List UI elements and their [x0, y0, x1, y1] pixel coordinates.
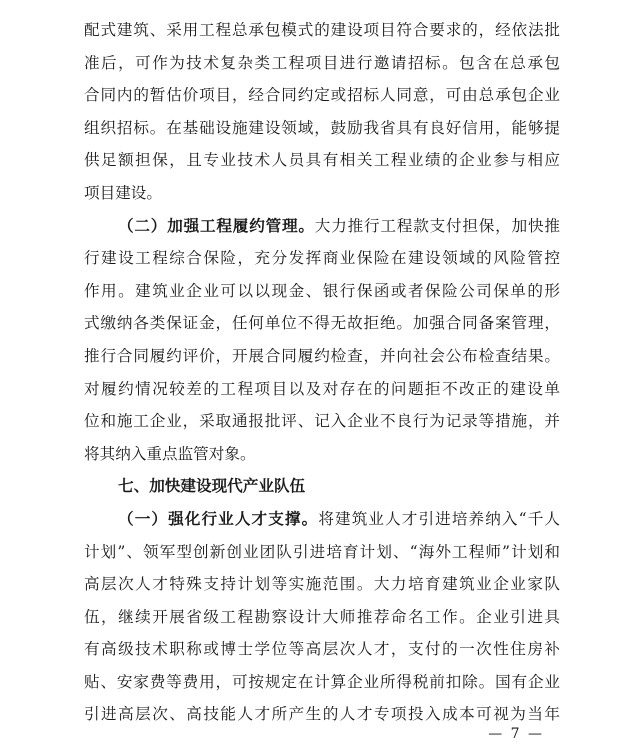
text-line: 位和施工企业，采取通报批评、记入企业不良行为记录等措施，并	[84, 412, 560, 431]
text-line: 高层次人才特殊支持计划等实施范围。大力培育建筑业企业家队	[84, 575, 560, 594]
text-line: 式缴纳各类保证金，任何单位不得无故拒绝。加强合同备案管理，	[84, 314, 560, 333]
text-line: 供足额担保，且专业技术人员具有相关工程业绩的企业参与相应	[84, 151, 560, 170]
text-line: 对履约情况较差的工程项目以及对存在的问题拒不改正的建设单	[84, 379, 560, 398]
text-line: 将其纳入重点监管对象。	[84, 444, 256, 463]
paragraph-first-line	[84, 210, 560, 243]
text-line: 合同内的暂估价项目，经合同约定或招标人同意，可由总承包企业	[84, 86, 560, 105]
subsection-heading: （一）强化行业人才支撑。	[118, 508, 319, 528]
text-line: 准后，可作为技术复杂类工程项目进行邀请招标。包含在总承包	[84, 53, 560, 72]
text-run: 将建筑业人才引进培养纳入“千人	[318, 509, 560, 528]
text-line: 组织招标。在基础设施建设领域，鼓励我省具有良好信用，能够提	[84, 118, 560, 137]
text-line: 推行合同履约评价，开展合同履约检查，并向社会公布检查结果。	[84, 346, 560, 365]
text-line: 配式建筑、采用工程总承包模式的建设项目符合要求的，经依法批	[84, 21, 560, 39]
text-line: 行建设工程综合保险，充分发挥商业保险在建设领域的风险管控	[84, 249, 560, 268]
text-line: 伍，继续开展省级工程勘察设计大师推荐命名工作。企业引进具	[84, 607, 560, 626]
text-run: 大力推行工程款支付担保，加快推	[314, 216, 560, 235]
text-line: 引进高层次、高技能人才所产生的人才专项投入成本可视为当年	[84, 705, 560, 724]
section-heading: 七、加快建设现代产业队伍	[118, 476, 306, 496]
subsection-heading: （二）加强工程履约管理。	[118, 215, 315, 235]
text-line: 计划”、领军型创新创业团队引进培育计划、“海外工程师”计划和	[84, 542, 560, 561]
text-line: 贴、安家费等费用，可按规定在计算企业所得税前扣除。国有企业	[84, 672, 560, 691]
page-number: — 7 —	[488, 726, 544, 742]
paragraph-first-line	[84, 503, 560, 536]
body-text	[84, 14, 560, 731]
text-line: 项目建设。	[84, 183, 162, 202]
text-line: 作用。建筑业企业可以以现金、银行保函或者保险公司保单的形	[84, 281, 560, 300]
text-line: 有高级技术职称或博士学位等高层次人才，支付的一次性住房补	[84, 640, 560, 659]
